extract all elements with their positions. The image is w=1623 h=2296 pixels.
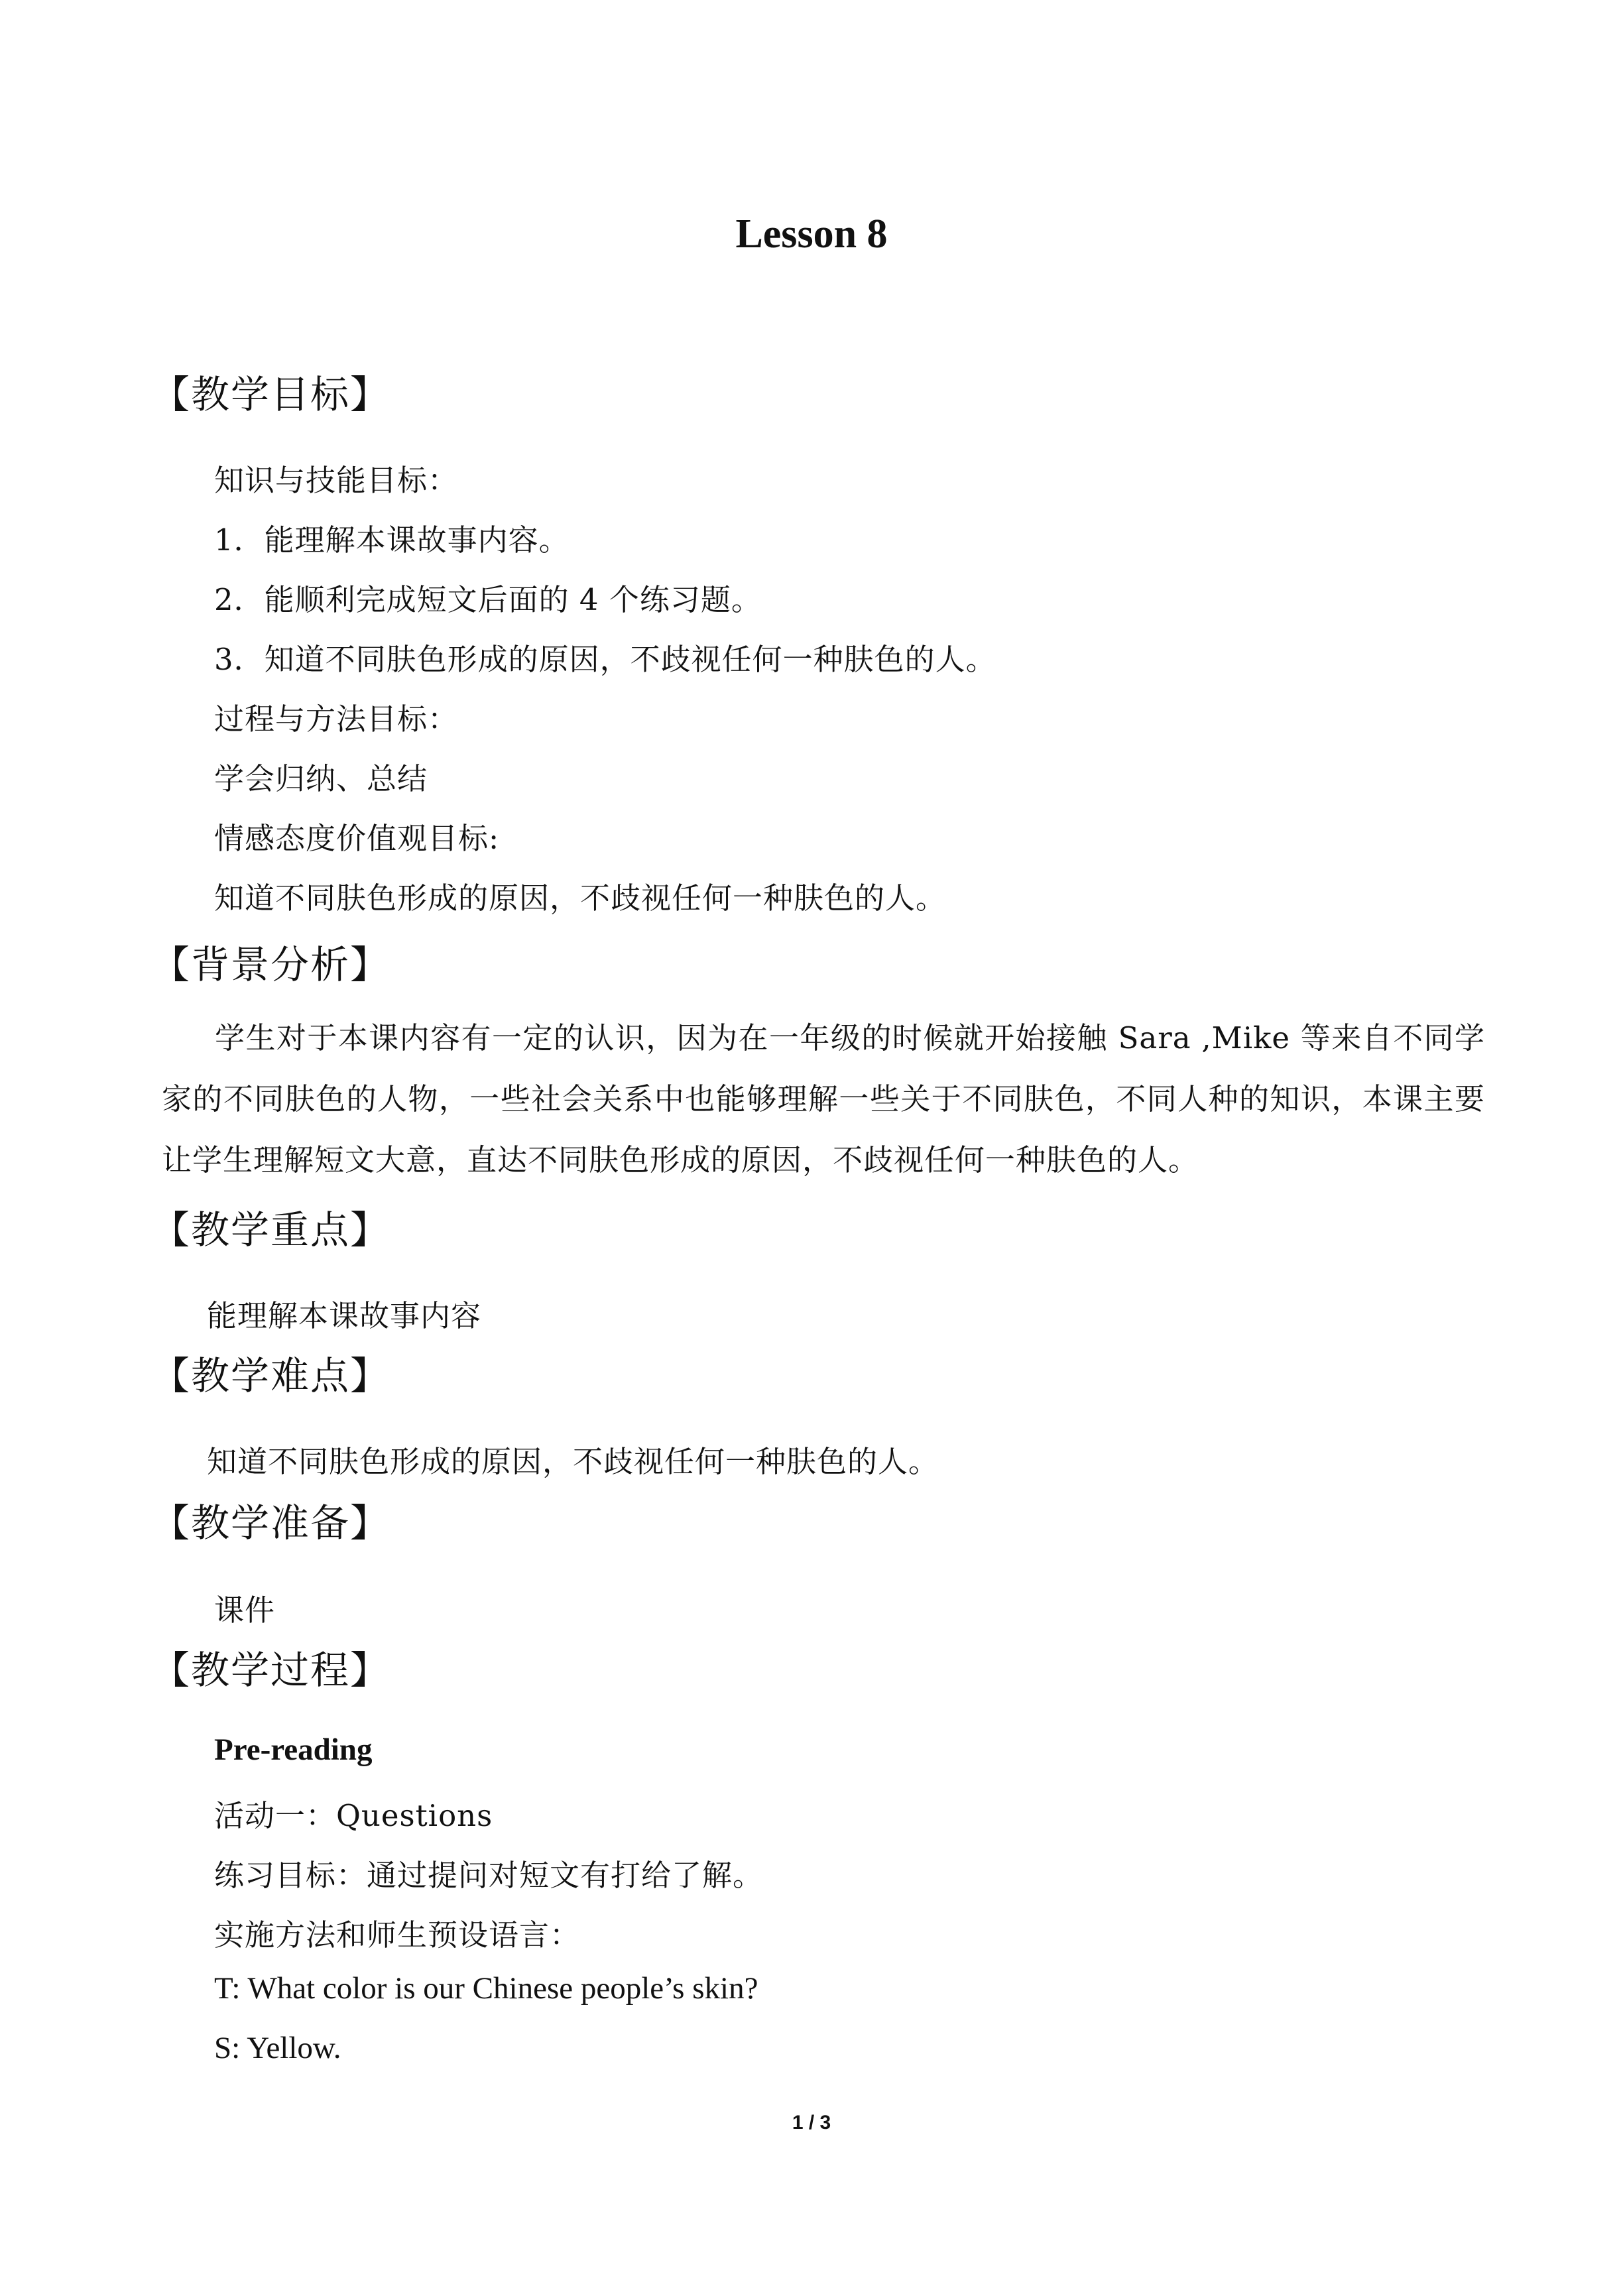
section-heading-goals: 【教学目标】 bbox=[151, 372, 391, 417]
goals-line: 3．知道不同肤色形成的原因，不歧视任何一种肤色的人。 bbox=[214, 642, 996, 677]
goals-line: 知识与技能目标： bbox=[214, 463, 459, 498]
section-heading-preparation: 【教学准备】 bbox=[151, 1500, 391, 1545]
process-line: T: What color is our Chinese people’s skin? bbox=[214, 1971, 758, 2006]
key-points-text: 能理解本课故事内容 bbox=[207, 1298, 482, 1333]
section-heading-background: 【背景分析】 bbox=[151, 942, 391, 987]
goals-line: 1．能理解本课故事内容。 bbox=[214, 522, 570, 558]
difficulties-text: 知道不同肤色形成的原因，不歧视任何一种肤色的人。 bbox=[207, 1444, 939, 1479]
goals-line: 过程与方法目标： bbox=[214, 701, 459, 737]
process-subheading: Pre-reading bbox=[214, 1732, 373, 1767]
section-heading-difficulties: 【教学难点】 bbox=[151, 1353, 391, 1398]
process-line: 练习目标：通过提问对短文有打给了解。 bbox=[214, 1858, 764, 1893]
goals-line: 知道不同肤色形成的原因，不歧视任何一种肤色的人。 bbox=[214, 880, 947, 916]
process-line: S: Yellow. bbox=[214, 2031, 341, 2065]
goals-line: 情感态度价值观目标: bbox=[214, 821, 500, 856]
page-number: 1 / 3 bbox=[792, 2112, 831, 2134]
section-heading-process: 【教学过程】 bbox=[151, 1648, 391, 1693]
document-title: Lesson 8 bbox=[735, 211, 888, 257]
goals-line: 学会归纳、总结 bbox=[214, 761, 428, 796]
goals-line: 2．能顺利完成短文后面的 4 个练习题。 bbox=[214, 582, 762, 617]
section-heading-key-points: 【教学重点】 bbox=[151, 1207, 391, 1252]
process-line: 活动一：Questions bbox=[214, 1798, 493, 1833]
preparation-text: 课件 bbox=[214, 1593, 276, 1628]
process-line: 实施方法和师生预设语言： bbox=[214, 1917, 581, 1953]
background-paragraph: 学生对于本课内容有一定的认识，因为在一年级的时候就开始接触 Sara ,Mike 等来自不同学家的不同肤色的人物，一些社会关系中也能够理解一些关于不同肤色，不同人种的知识，本课主要让学生理解短文大意，直达不同肤色形成的原因，不歧视任何一种肤色的人。 bbox=[162, 1020, 1485, 1178]
